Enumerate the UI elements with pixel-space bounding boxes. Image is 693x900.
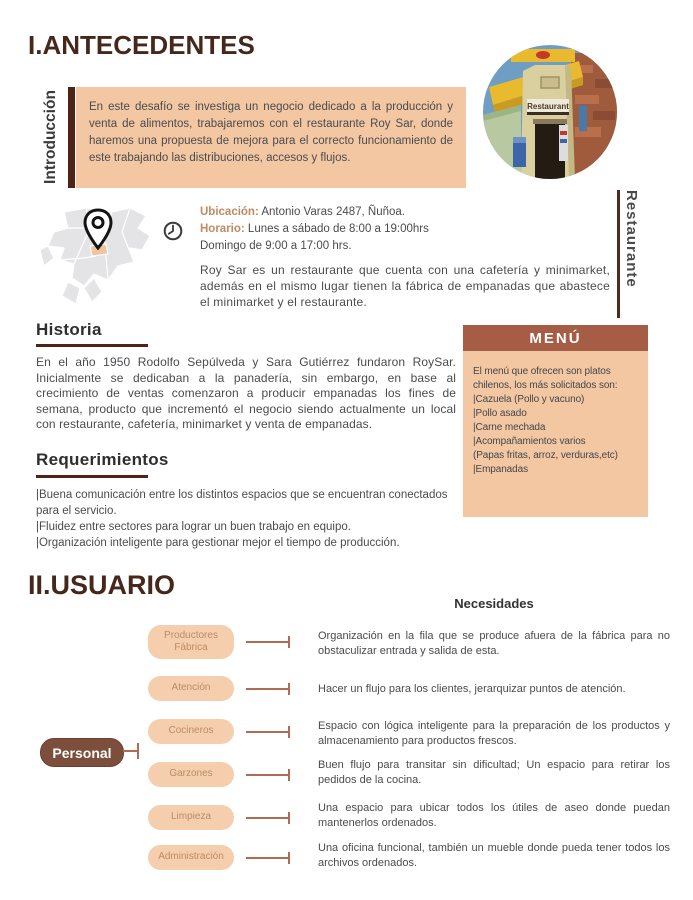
necesidades-header: Necesidades xyxy=(454,596,534,611)
menu-line: |Pollo asado xyxy=(473,408,527,419)
menu-line: (Papas fritas, arroz, verduras,etc) xyxy=(473,450,618,461)
restaurant-description: Roy Sar es un restaurante que cuenta con una cafetería y minimarket, además en el mismo lugar tienen la fábrica de empanadas que abastece el minimarket y el restaurante. xyxy=(200,263,610,309)
row-connector xyxy=(246,641,290,643)
personal-pill: Personal xyxy=(40,738,124,767)
ubicacion-value: Antonio Varas 2487, Ñuñoa. xyxy=(258,206,405,218)
menu-line: El menú que ofrecen son platos chilenos, los más solicitados son: xyxy=(473,366,618,391)
restaurante-accent-line xyxy=(617,190,620,318)
horario-line xyxy=(200,221,615,238)
requerimientos-heading: Requerimientos xyxy=(36,450,169,469)
requerimiento-item: |Buena comunicación entre los distintos espacios que se encuentran conectados para el servicio. xyxy=(36,489,448,517)
historia-text: En el año 1950 Rodolfo Sepúlveda y Sara Gutiérrez fundaron RoySar. Inicialmente se dedicaban a la panadería, sin embargo, en base al crecimiento de ventas comenzaron a producir empanadas los fines de semana, producto que incrementó el negocio siendo actualmente un local con restaurante, cafetería, minimarket y venta de empanadas. xyxy=(36,355,456,431)
menu-panel xyxy=(463,325,648,517)
need-text: Hacer un flujo para los clientes, jerarquizar puntos de atención. xyxy=(318,683,626,695)
restaurant-sign-text: Restaurant xyxy=(527,102,569,111)
menu-line: |Carne mechada xyxy=(473,422,546,433)
row-connector xyxy=(246,817,290,819)
need-text: Una espacio para ubicar todos los útiles de aseo donde puedan mantenerlos ordenados. xyxy=(318,802,670,829)
restaurant-photo-illustration xyxy=(483,45,617,179)
historia-heading: Historia xyxy=(36,320,102,339)
intro-text: En este desafío se investiga un negocio dedicado a la producción y venta de alimentos, trabajaremos con el restaurante Roy Sar, donde haremos una propuesta de mejora para el correcto funcionamiento de este trabajando las distribuciones, accesos y flujos. xyxy=(89,101,453,164)
menu-line: |Acompañamientos varios xyxy=(473,436,586,447)
role-pill: Cocineros xyxy=(148,719,234,744)
requerimientos-list xyxy=(36,487,456,551)
location-map-icon xyxy=(34,206,164,313)
intro-accent-bar xyxy=(68,87,75,188)
ubicacion-label: Ubicación: xyxy=(200,206,259,218)
intro-box xyxy=(76,87,466,188)
row-connector xyxy=(246,857,290,859)
need-text: Espacio con lógica inteligente para la preparación de los productos y almacenamiento para productos frescos. xyxy=(318,720,670,747)
role-pill: Limpieza xyxy=(148,805,234,830)
row-connector xyxy=(246,688,290,690)
intro-vertical-label: Introducción xyxy=(42,90,59,184)
restaurante-vertical-label: Restaurante xyxy=(623,190,640,288)
role-pill: Atención xyxy=(148,676,234,701)
section2-title: II.USUARIO xyxy=(28,570,176,600)
menu-body xyxy=(463,351,648,517)
role-pill: Productores Fábrica xyxy=(148,625,234,659)
historia-underline xyxy=(36,344,148,347)
role-pill: Garzones xyxy=(148,762,234,787)
section1-title: I.ANTECEDENTES xyxy=(28,30,255,60)
ubicacion-line xyxy=(200,204,615,221)
row-connector xyxy=(246,774,290,776)
role-pill: Administración xyxy=(148,845,234,870)
horario-label: Horario: xyxy=(200,223,245,235)
restaurant-photo xyxy=(483,45,617,179)
need-text: Buen flujo para transitar sin dificultad; Un espacio para retirar los pedidos de la cocina. xyxy=(318,759,670,786)
requerimiento-item: |Fluidez entre sectores para lograr un buen trabajo en equipo. xyxy=(36,521,351,533)
menu-line: |Empanadas xyxy=(473,464,528,475)
requerimiento-item: |Organización inteligente para gestionar mejor el tiempo de producción. xyxy=(36,537,400,549)
horario-value: Lunes a sábado de 8:00 a 19:00hrs xyxy=(244,223,429,235)
horario-line2: Domingo de 9:00 a 17:00 hrs. xyxy=(200,240,352,252)
clock-icon xyxy=(163,221,183,246)
personal-connector xyxy=(123,750,139,752)
row-connector xyxy=(246,731,290,733)
need-text: Organización en la fila que se produce afuera de la fábrica para no obstaculizar entrada y salida de esta. xyxy=(318,630,670,657)
menu-header: MENÚ xyxy=(463,325,648,351)
need-text: Una oficina funcional, también un mueble donde pueda tener todos los archivos ordenados. xyxy=(318,842,670,869)
requerimientos-underline xyxy=(36,475,148,478)
menu-line: |Cazuela (Pollo y vacuno) xyxy=(473,394,585,405)
location-info xyxy=(200,204,615,255)
